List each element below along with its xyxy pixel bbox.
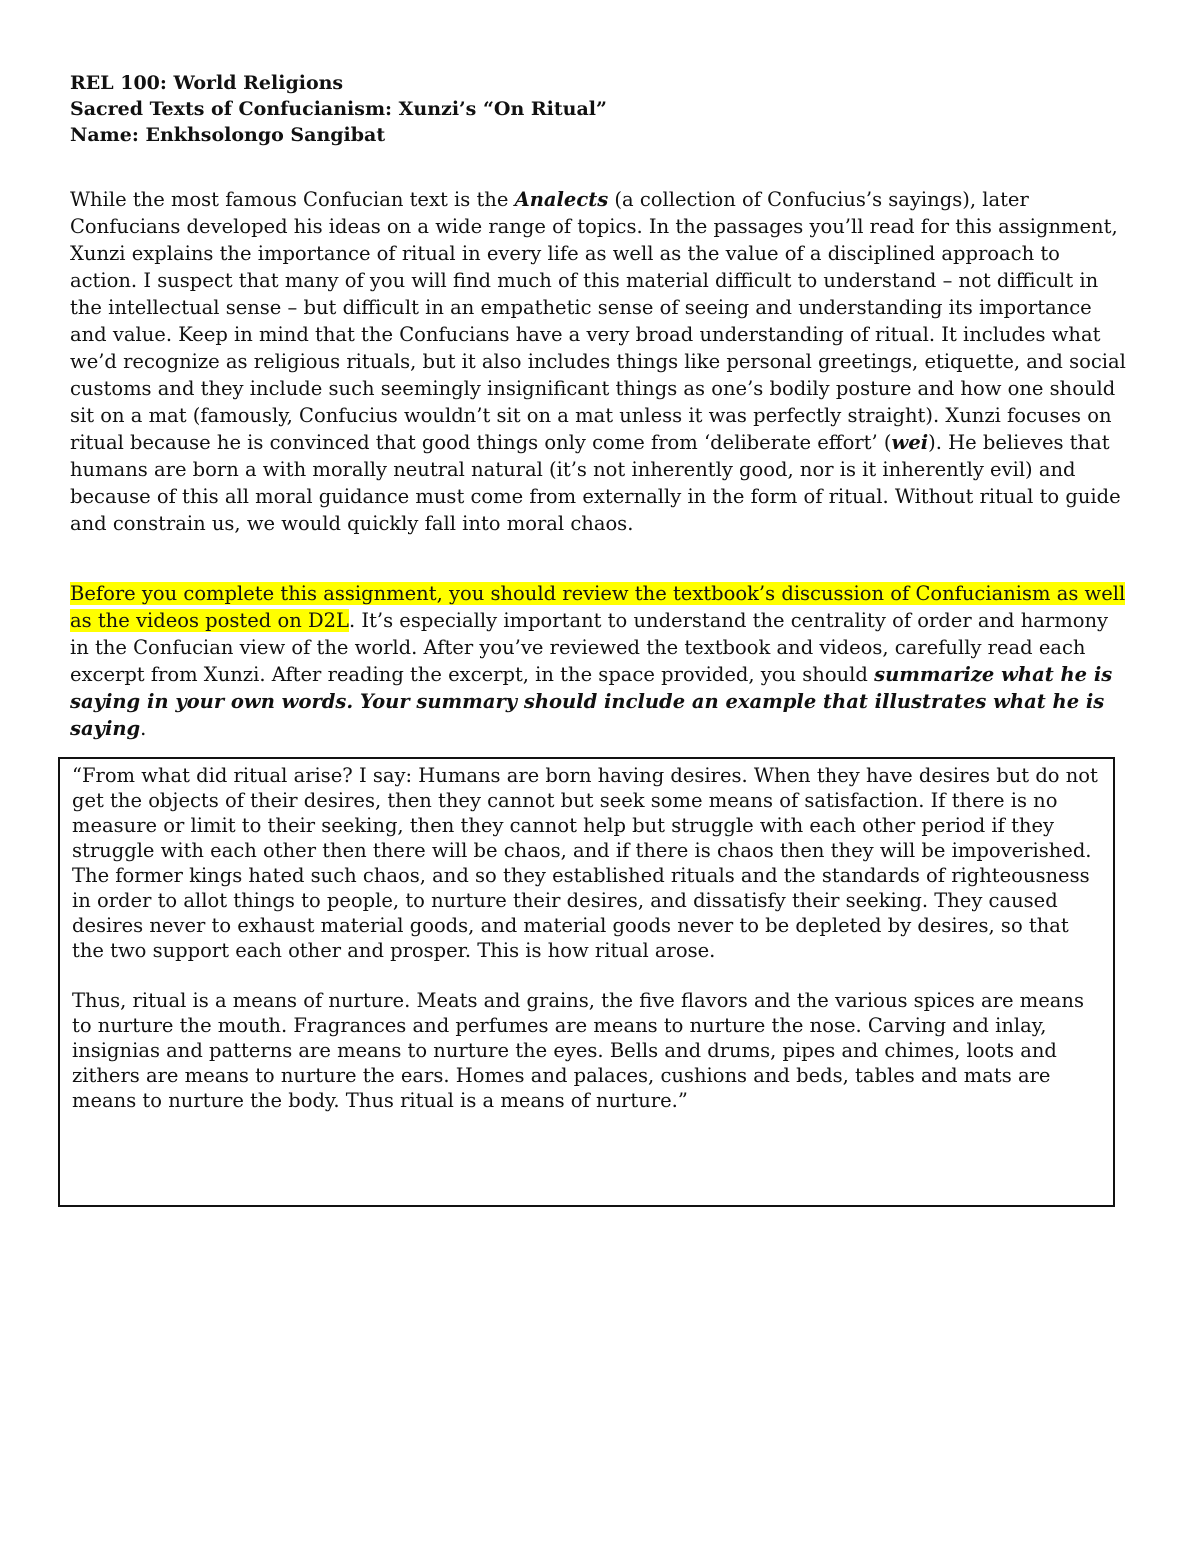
intro-text-1: While the most famous Confucian text is the [70, 188, 515, 211]
document-header [70, 70, 1130, 148]
student-name: Name: Enkhsolongo Sangibat [70, 124, 386, 146]
assignment-title: Sacred Texts of Confucianism: Xunzi’s “On Ritual” [70, 98, 607, 120]
highlighted-instruction: Before you complete this assignment, you should review the textbook’s discussion of Confucianism as well as the videos posted on D2L [70, 582, 1126, 632]
intro-text-2: (a collection of Confucius’s sayings), later Confucians developed his ideas on a wide range of topics. In the passages you’ll read for this assignment, Xunzi explains the importance of ritual in every life as well as the value of a disciplined approach to action. I suspect that many of you will find much of this material difficult to understand – not difficult in the intellectual sense – but difficult in an empathetic sense of seeing and understanding its importance and value. Keep in mind that the Confucians have a very broad understanding of ritual. It includes what we’d recognize as religious rituals, but it also includes things like personal greetings, etiquette, and social customs and they include such seemingly insignificant things as one’s bodily posture and how one should sit on a mat (famously, Confucius wouldn’t sit on a mat unless it was perfectly straight). Xunzi focuses on ritual because he is convinced that good things only come from ‘deliberate effort’ ( [70, 188, 1126, 454]
quote-paragraph-1: “From what did ritual arise? I say: Humans are born having desires. When they have desires but do not get the objects of their desires, then they cannot but seek some means of satisfaction. If there is no measure or limit to their seeking, then they cannot help but struggle with each other period if they struggle with each other then there will be chaos, and if there is chaos then they will be impoverished. The former kings hated such chaos, and so they established rituals and the standards of righteousness in order to allot things to people, to nurture their desires, and dissatisfy their seeking. They caused desires never to exhaust material goods, and material goods never to be depleted by desires, so that the two support each other and prosper. This is how ritual arose. [72, 764, 1098, 962]
instructions-text-1: . It’s especially important to understand the centrality of order and harmony in the Confucian view of the world. After you’ve reviewed the textbook and videos, carefully read each excerpt from Xunzi. After reading the excerpt, in the space provided, you should [70, 609, 1109, 686]
quote-paragraph-2: Thus, ritual is a means of nurture. Meats and grains, the five flavors and the various spices are means to nurture the mouth. Fragrances and perfumes are means to nurture the nose. Carving and inlay, insignias and patterns are means to nurture the eyes. Bells and drums, pipes and chimes, loots and zithers are means to nurture the ears. Homes and palaces, cushions and beds, tables and mats are means to nurture the body. Thus ritual is a means of nurture.” [72, 989, 1084, 1112]
wei-term: wei [891, 431, 929, 454]
instructions-paragraph [70, 580, 1132, 742]
quote-text [72, 763, 1102, 1138]
course-title: REL 100: World Religions [70, 72, 344, 94]
intro-text-3: ). He believes that humans are born a with morally neutral natural (it’s not inherently good, nor is it inherently evil) and because of this all moral guidance must come from externally in the form of ritual. Without ritual to guide and constrain us, we would quickly fall into moral chaos. [70, 431, 1121, 535]
instructions-emphasis: summarize what he is saying in your own words. Your summary should include an example that illustrates what he is saying [70, 663, 1113, 740]
analects-title: Analects [514, 188, 609, 211]
quote-box [58, 757, 1115, 1207]
instructions-text-2: . [140, 717, 147, 740]
intro-paragraph [70, 186, 1132, 537]
